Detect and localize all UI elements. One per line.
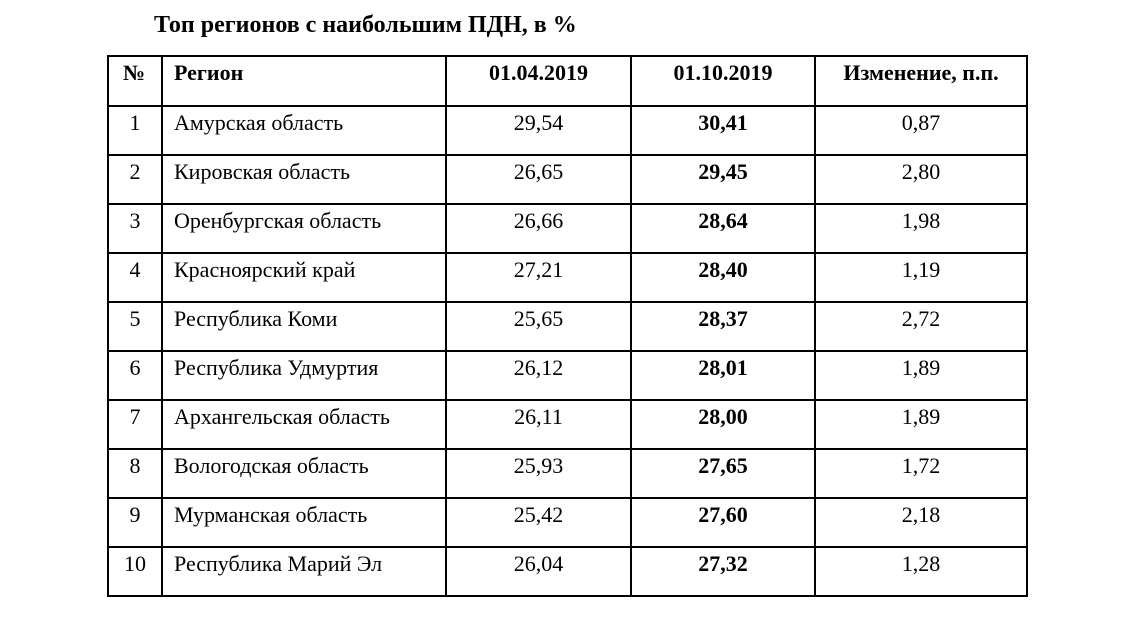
cell-num: 3 (108, 204, 162, 253)
cell-change: 1,19 (815, 253, 1027, 302)
header-num: № (108, 56, 162, 106)
cell-region: Архангельская область (162, 400, 446, 449)
cell-num: 5 (108, 302, 162, 351)
cell-date1: 26,11 (446, 400, 631, 449)
cell-region: Республика Коми (162, 302, 446, 351)
table-row (108, 204, 1027, 253)
cell-date2: 30,41 (631, 106, 815, 155)
cell-change: 2,72 (815, 302, 1027, 351)
table-row (108, 547, 1027, 596)
data-table (107, 55, 1028, 597)
cell-date1: 27,21 (446, 253, 631, 302)
cell-region: Оренбургская область (162, 204, 446, 253)
cell-num: 9 (108, 498, 162, 547)
table-row (108, 351, 1027, 400)
cell-region: Красноярский край (162, 253, 446, 302)
cell-change: 2,18 (815, 498, 1027, 547)
cell-num: 10 (108, 547, 162, 596)
cell-date1: 26,65 (446, 155, 631, 204)
table-row (108, 106, 1027, 155)
cell-num: 8 (108, 449, 162, 498)
cell-date2: 28,37 (631, 302, 815, 351)
table-row (108, 498, 1027, 547)
cell-date2: 27,60 (631, 498, 815, 547)
cell-date2: 28,64 (631, 204, 815, 253)
cell-date2: 28,00 (631, 400, 815, 449)
header-date1: 01.04.2019 (446, 56, 631, 106)
header-date2: 01.10.2019 (631, 56, 815, 106)
cell-change: 1,72 (815, 449, 1027, 498)
cell-date2: 28,40 (631, 253, 815, 302)
cell-date2: 27,65 (631, 449, 815, 498)
cell-date2: 27,32 (631, 547, 815, 596)
cell-num: 4 (108, 253, 162, 302)
cell-region: Мурманская область (162, 498, 446, 547)
cell-date1: 25,65 (446, 302, 631, 351)
cell-num: 1 (108, 106, 162, 155)
cell-num: 2 (108, 155, 162, 204)
page-title: Топ регионов с наибольшим ПДН, в % (154, 12, 577, 38)
cell-region: Республика Марий Эл (162, 547, 446, 596)
header-region: Регион (162, 56, 446, 106)
cell-change: 1,89 (815, 400, 1027, 449)
cell-date1: 25,42 (446, 498, 631, 547)
cell-date1: 26,66 (446, 204, 631, 253)
cell-change: 1,89 (815, 351, 1027, 400)
table-header-row (108, 56, 1027, 106)
cell-change: 0,87 (815, 106, 1027, 155)
cell-region: Республика Удмуртия (162, 351, 446, 400)
table-row (108, 449, 1027, 498)
table-row (108, 253, 1027, 302)
cell-region: Кировская область (162, 155, 446, 204)
header-change: Изменение, п.п. (815, 56, 1027, 106)
cell-num: 6 (108, 351, 162, 400)
cell-num: 7 (108, 400, 162, 449)
cell-change: 1,28 (815, 547, 1027, 596)
cell-date1: 26,12 (446, 351, 631, 400)
cell-region: Вологодская область (162, 449, 446, 498)
cell-date1: 26,04 (446, 547, 631, 596)
cell-change: 1,98 (815, 204, 1027, 253)
cell-region: Амурская область (162, 106, 446, 155)
cell-date1: 25,93 (446, 449, 631, 498)
cell-date2: 29,45 (631, 155, 815, 204)
table-row (108, 155, 1027, 204)
cell-change: 2,80 (815, 155, 1027, 204)
table-row (108, 400, 1027, 449)
cell-date2: 28,01 (631, 351, 815, 400)
cell-date1: 29,54 (446, 106, 631, 155)
table-row (108, 302, 1027, 351)
